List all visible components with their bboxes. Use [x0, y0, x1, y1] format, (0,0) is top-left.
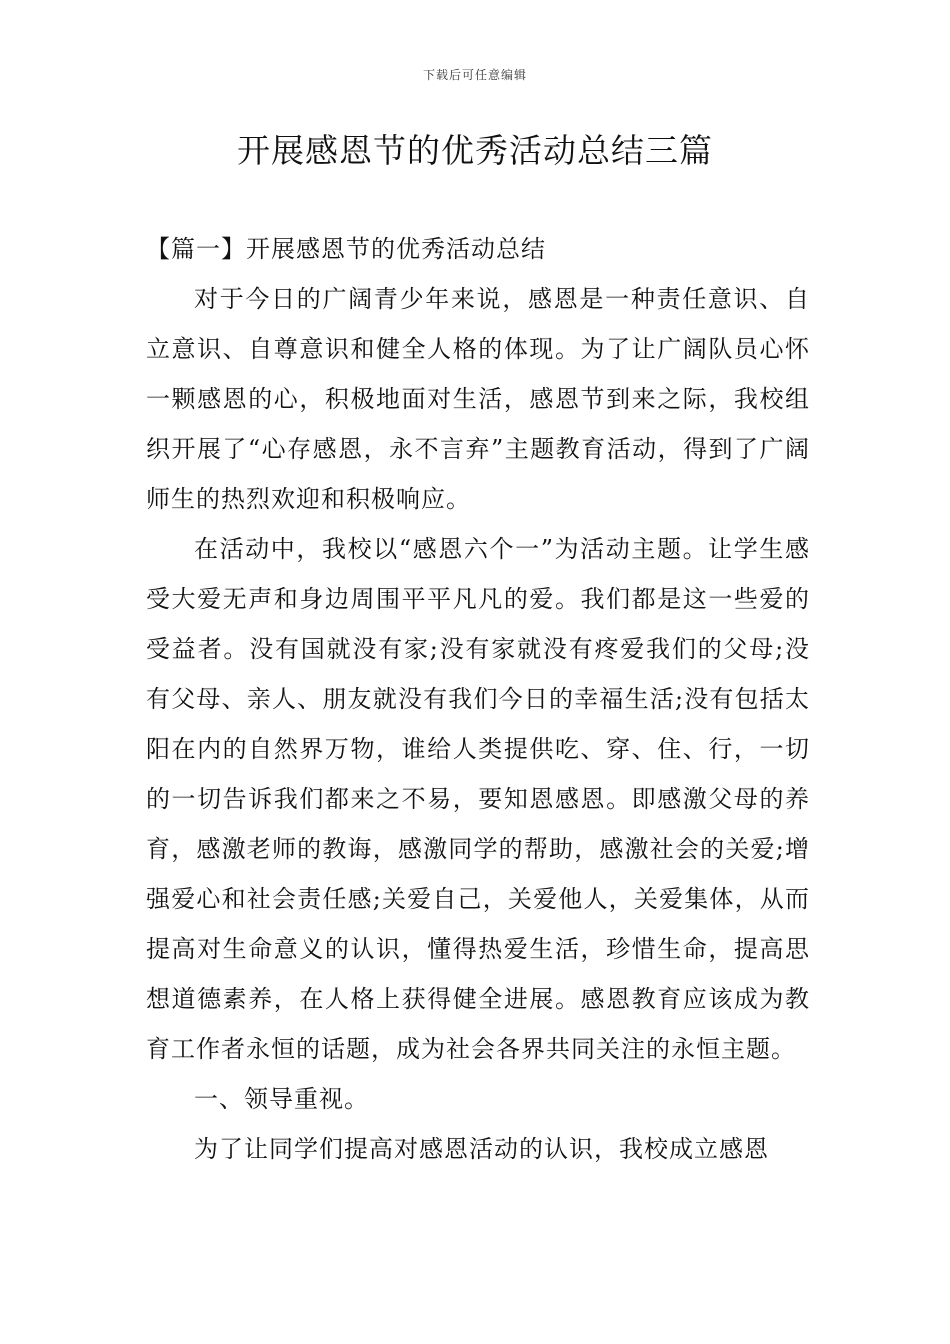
- subsection-heading: 一、领导重视。: [194, 1085, 369, 1113]
- paragraph: 为了让同学们提高对感恩活动的认识，我校成立感恩: [194, 1135, 769, 1163]
- section-heading: 【篇一】开展感恩节的优秀活动总结: [146, 235, 546, 263]
- paragraph: 在活动中，我校以“感恩六个一”为活动主题。让学生感受大爱无声和身边周围平平凡凡的爱。我们都是这一些爱的受益者。没有国就没有家;没有家就没有疼爱我们的父母;没有父母、亲人、朋友就没有我们今日的幸福生活;没有包括太阳在内的自然界万物，谁给人类提供吃、穿、住、行，一切的一切告诉我们都来之不易，要知恩感恩。即感激父母的养育，感激老师的教诲，感激同学的帮助，感激社会的关爱;增强爱心和社会责任感;关爱自己，关爱他人，关爱集体，从而提高对生命意义的认识，懂得热爱生活，珍惜生命，提高思想道德素养，在人格上获得健全进展。感恩教育应该成为教育工作者永恒的话题，成为社会各界共同关注的永恒主题。: [146, 535, 810, 1063]
- document-title: 开展感恩节的优秀活动总结三篇: [237, 131, 713, 170]
- paragraph: 对于今日的广阔青少年来说，感恩是一种责任意识、自立意识、自尊意识和健全人格的体现。为了让广阔队员心怀一颗感恩的心，积极地面对生活，感恩节到来之际，我校组织开展了“心存感恩，永不言弃”主题教育活动，得到了广阔师生的热烈欢迎和积极响应。: [146, 285, 810, 513]
- document-body: [146, 224, 810, 1174]
- header-note: 下载后可任意编辑: [422, 68, 527, 82]
